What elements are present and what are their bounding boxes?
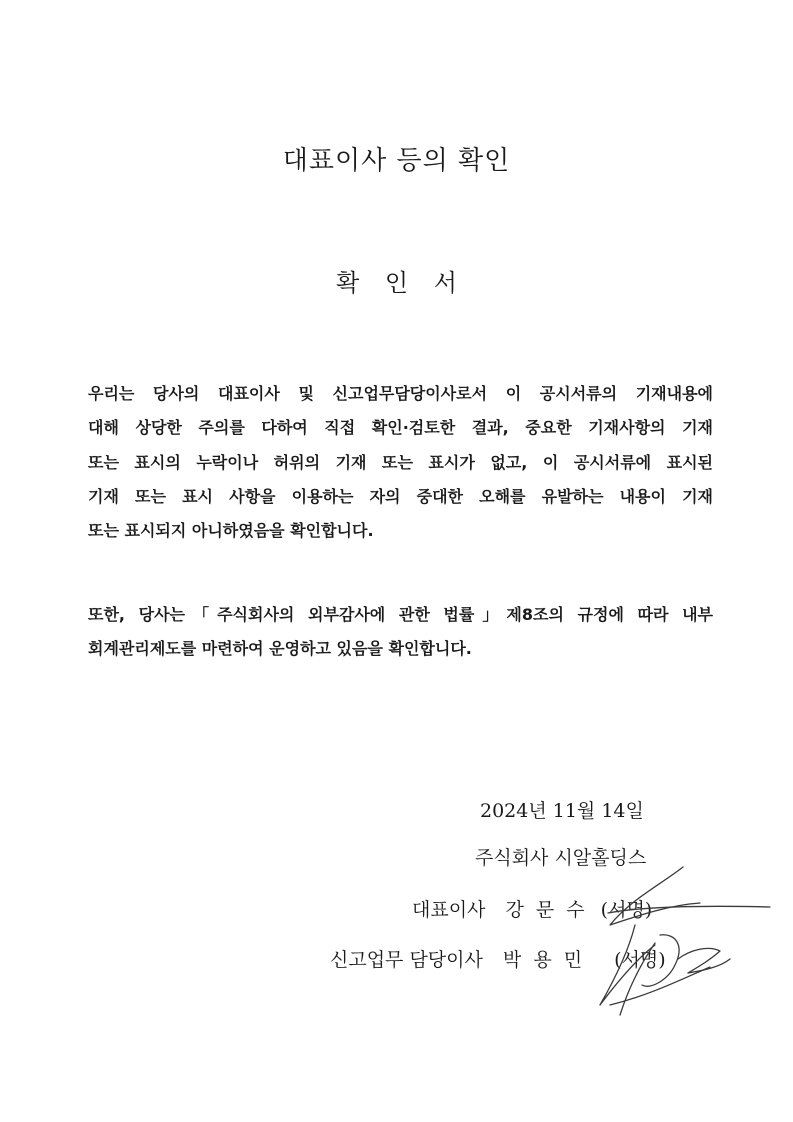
- signer-role: 대표이사: [412, 899, 486, 921]
- paragraph-line: 우리는 당사의 대표이사 및 신고업무담당이사로서 이 공시서류의 기재내용에: [88, 384, 713, 403]
- confirmation-paragraph: [88, 377, 713, 548]
- paragraph-line: 또는 표시되지 아니하였음을 확인합니다.: [88, 521, 374, 541]
- paragraph-line: 대해 상당한 주의를 다하여 직접 확인·검토한 결과, 중요한 기재사항의 기재: [88, 418, 713, 438]
- company-name: 주식회사 시알홀딩스: [475, 847, 647, 869]
- paragraph-line: 또한, 당사는「주식회사의 외부감사에 관한 법률」제8조의 규정에 따라 내부: [88, 605, 713, 624]
- signer-name: 박 용 민: [502, 949, 583, 971]
- handwritten-signature-icon: [580, 855, 780, 1025]
- document-date: 2024년 11월 14일: [480, 800, 644, 822]
- document-subtitle: 확 인 서: [336, 269, 457, 297]
- signer-name: 강 문 수: [505, 899, 585, 921]
- paragraph-line: 회계관리제도를 마련하여 운영하고 있음을 확인합니다.: [88, 639, 472, 659]
- signer-ceo: [412, 895, 652, 922]
- signature-mark: (서명): [600, 899, 653, 921]
- signer-role: 신고업무 담당이사: [330, 949, 483, 971]
- paragraph-line: 기재 또는 표시 사항을 이용하는 자의 중대한 오해를 유발하는 내용이 기재: [88, 486, 713, 506]
- signature-mark: (서명): [614, 949, 666, 971]
- signer-reporting-director: [330, 945, 666, 972]
- internal-control-paragraph: [88, 598, 713, 667]
- paragraph-line: 또는 표시의 누락이나 허위의 기재 또는 표시가 없고, 이 공시서류에 표시된: [88, 452, 713, 472]
- document-title: 대표이사 등의 확인: [282, 146, 511, 176]
